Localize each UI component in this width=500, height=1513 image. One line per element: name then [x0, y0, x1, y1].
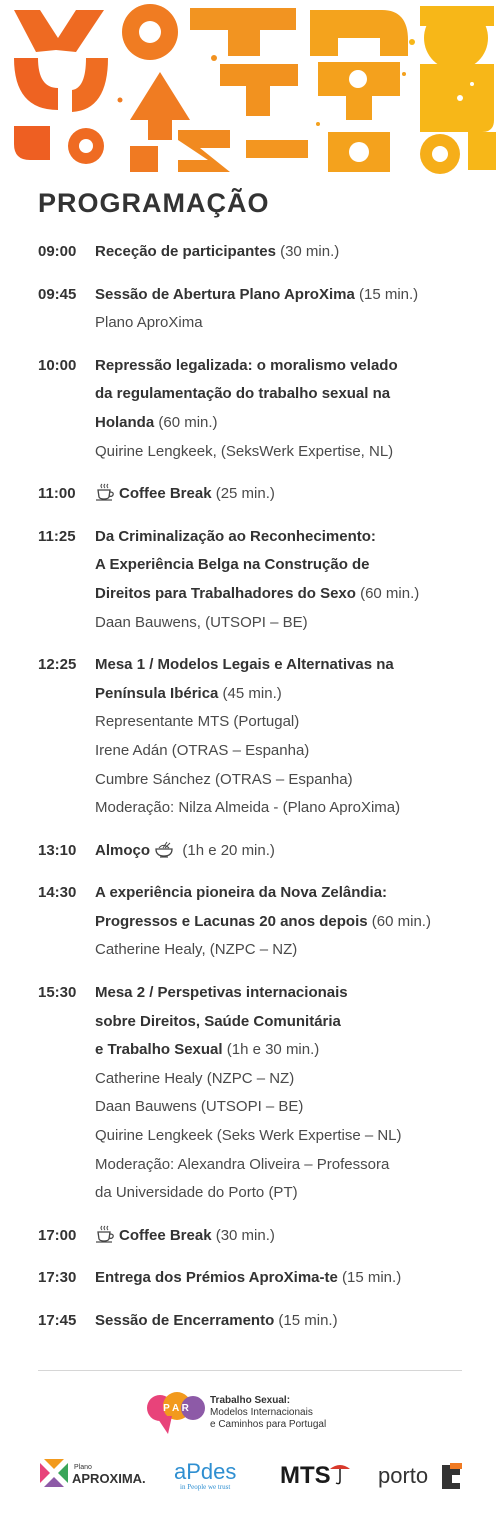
partner-logos: [36, 1455, 466, 1495]
program-list: [38, 238, 468, 1350]
session-title: Repressão legalizada: o moralismo velado: [95, 356, 398, 374]
banner-graphic: [0, 0, 500, 180]
session-duration: (60 min.): [355, 584, 420, 602]
program-content: [95, 1307, 468, 1336]
program-time: 09:45: [38, 285, 77, 303]
food-bowl-icon: [154, 840, 174, 858]
session-line: [95, 1307, 468, 1336]
program-item: [38, 238, 468, 267]
program-item: [38, 1264, 468, 1293]
program-content: [95, 352, 468, 466]
speaker-line: Moderação: Alexandra Oliveira – Professora: [95, 1155, 390, 1173]
porto-mark: [376, 1455, 466, 1495]
event-title-block: [210, 1395, 326, 1431]
coffee-cup-icon: [95, 483, 115, 501]
session-duration: (15 min.): [274, 1312, 338, 1329]
program-content: [95, 979, 468, 1208]
apdes-text: aPdes: [174, 1459, 237, 1484]
program-item: [38, 837, 468, 866]
session-title: Península Ibérica: [95, 684, 219, 702]
program-item: [38, 1222, 468, 1251]
program-item: [38, 979, 468, 1208]
session-line: [95, 1264, 468, 1293]
session-title: da regulamentação do trabalho sexual na: [95, 385, 391, 403]
program-item: [38, 352, 468, 466]
session-title: Sessão de Encerramento: [95, 1312, 275, 1329]
session-line: [95, 409, 468, 438]
program-time: 09:00: [38, 243, 77, 260]
speaker-line: Catherine Healy, (NZPC – NZ): [95, 941, 298, 959]
mts-mark: [278, 1455, 354, 1495]
session-line: [95, 1008, 468, 1037]
apdes-mark: [172, 1455, 256, 1495]
program-item: [38, 651, 468, 823]
program-time: 12:25: [38, 656, 77, 674]
program-time: 17:00: [38, 1226, 77, 1244]
event-subtitle-line2: e Caminhos para Portugal: [210, 1419, 327, 1430]
session-title: A Experiência Belga na Construção de: [95, 556, 370, 574]
speaker-line: Catherine Healy (NZPC – NZ): [95, 1069, 295, 1087]
speaker-line: Quirine Lengkeek, (SeksWerk Expertise, NL): [95, 442, 394, 460]
session-line: [95, 651, 468, 680]
program-item: [38, 281, 468, 338]
session-line: [95, 837, 468, 866]
session-duration: (15 min.): [354, 285, 419, 303]
session-title: Entrega dos Prémios AproXima-te: [95, 1269, 338, 1287]
program-item: [38, 879, 468, 965]
event-title: Trabalho Sexual:: [210, 1395, 291, 1406]
program-content: [95, 651, 468, 823]
speaker-line: Daan Bauwens, (UTSOPI – BE): [95, 613, 308, 631]
speaker-line: Irene Adán (OTRAS – Espanha): [95, 741, 310, 759]
session-line: [95, 879, 468, 908]
session-title: Da Criminalização ao Reconhecimento:: [95, 527, 376, 545]
session-title: Mesa 2 / Perspetivas internacionais: [95, 984, 348, 1002]
program-item: [38, 523, 468, 637]
program-time: 13:10: [38, 841, 77, 859]
mts-logo: [278, 1455, 354, 1495]
event-subtitle-line1: Modelos Internacionais: [210, 1407, 313, 1418]
session-title: sobre Direitos, Saúde Comunitária: [95, 1012, 341, 1030]
session-duration: (1h e 30 min.): [222, 1041, 320, 1059]
page-title: PROGRAMAÇÃO: [38, 188, 270, 218]
coffee-cup-icon: [95, 1225, 115, 1243]
program-item: [38, 480, 468, 509]
program-content: [95, 523, 468, 637]
session-line: [95, 979, 468, 1008]
session-line: [95, 680, 468, 709]
session-title: Progressos e Lacunas 20 anos depois: [95, 912, 368, 930]
apdes-tagline: in People we trust: [180, 1483, 231, 1491]
session-duration: (1h e 20 min.): [178, 841, 275, 859]
session-line: [95, 480, 468, 509]
session-duration: (15 min.): [337, 1269, 402, 1287]
program-content: [95, 480, 468, 509]
program-content: [95, 879, 468, 965]
session-title: Receção de participantes: [95, 243, 276, 260]
program-time: 11:00: [38, 485, 76, 503]
program-content: [95, 1222, 468, 1251]
program-time: 10:00: [38, 356, 77, 374]
speaker-line: Representante MTS (Portugal): [95, 713, 300, 731]
session-title: Sessão de Abertura Plano AproXima: [95, 285, 355, 303]
session-duration: (30 min.): [275, 243, 340, 260]
program-content: [95, 837, 468, 866]
speaker-line: Cumbre Sánchez (OTRAS – Espanha): [95, 770, 353, 788]
session-title: A experiência pioneira da Nova Zelândia:: [95, 884, 388, 902]
program-content: [95, 1264, 468, 1293]
aproxima-mark-icon: [36, 1455, 154, 1495]
session-line: [95, 1222, 468, 1251]
session-title: Mesa 1 / Modelos Legais e Alternativas na: [95, 656, 394, 674]
session-duration: (45 min.): [218, 684, 282, 702]
apdes-logo: [172, 1455, 256, 1495]
program-time: 17:30: [38, 1269, 77, 1287]
porto-logo: [376, 1455, 466, 1495]
session-line: [95, 238, 468, 267]
header-banner: [0, 0, 500, 180]
aproxima-small-text: Plano: [74, 1464, 92, 1471]
speaker-line: Quirine Lengkeek (Seks Werk Expertise – NL): [95, 1127, 402, 1145]
session-title: Coffee Break: [119, 485, 212, 503]
session-title: Holanda: [95, 413, 155, 431]
mts-text: MTS: [280, 1462, 331, 1489]
porto-text: porto: [378, 1463, 429, 1488]
session-line: [95, 380, 468, 409]
umbrella-icon: [330, 1465, 350, 1469]
session-line: [95, 281, 468, 310]
program-time: 17:45: [38, 1312, 77, 1329]
session-title: e Trabalho Sexual: [95, 1041, 223, 1059]
program-content: [95, 238, 468, 267]
event-logo: [146, 1386, 386, 1436]
session-line: [95, 1036, 468, 1065]
par-logo-text: P A R: [163, 1403, 189, 1414]
session-duration: (25 min.): [211, 485, 275, 503]
aproxima-text: APROXIMA.: [72, 1471, 146, 1486]
session-line: [95, 551, 468, 580]
par-logo-icon: [146, 1386, 206, 1436]
session-duration: (30 min.): [211, 1226, 275, 1244]
program-time: 11:25: [38, 527, 76, 545]
program-content: [95, 281, 468, 338]
speaker-line: Moderação: Nilza Almeida - (Plano AproXima): [95, 799, 401, 817]
speaker-line: da Universidade do Porto (PT): [95, 1184, 298, 1202]
session-line: [95, 580, 468, 609]
session-title: Almoço: [95, 841, 151, 859]
session-title: Direitos para Trabalhadores do Sexo: [95, 584, 356, 602]
session-line: [95, 523, 468, 552]
session-duration: (60 min.): [367, 912, 431, 930]
session-title: Coffee Break: [119, 1226, 212, 1244]
session-line: [95, 352, 468, 381]
speaker-line: Daan Bauwens (UTSOPI – BE): [95, 1098, 304, 1116]
program-item: [38, 1307, 468, 1336]
session-line: [95, 908, 468, 937]
program-time: 15:30: [38, 984, 77, 1002]
program-time: 14:30: [38, 884, 77, 902]
session-duration: (60 min.): [154, 413, 218, 431]
divider: [38, 1370, 462, 1371]
speaker-line: Plano AproXima: [95, 314, 203, 332]
aproxima-logo: [36, 1455, 154, 1495]
